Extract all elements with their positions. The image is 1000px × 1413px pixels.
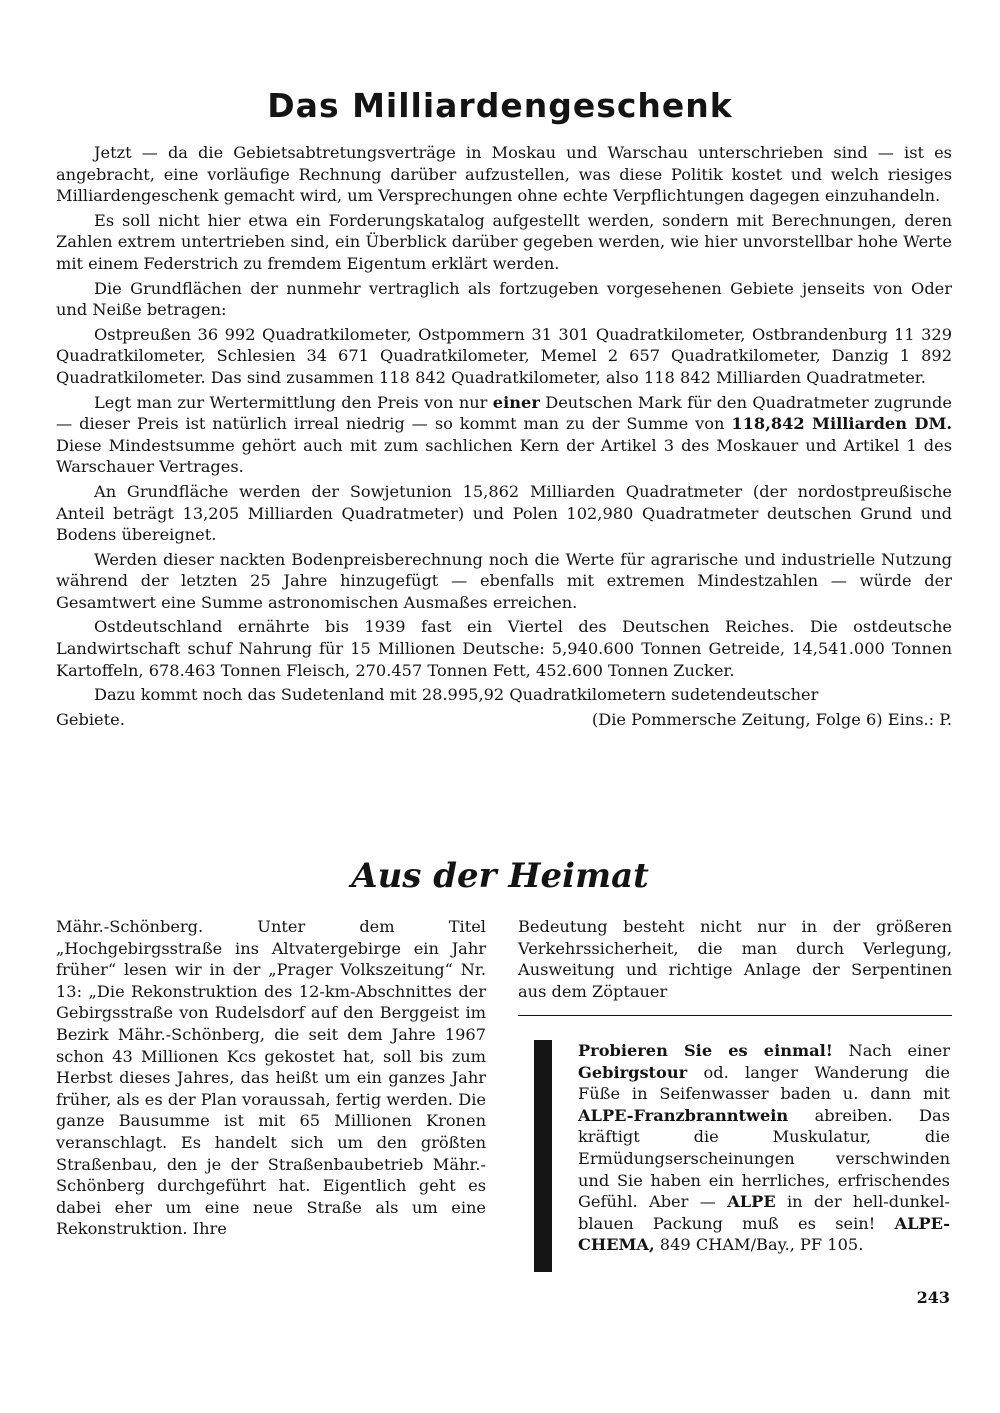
bold-text: Probieren Sie es einmal! bbox=[578, 1041, 833, 1060]
section-heading: Aus der Heimat bbox=[351, 856, 649, 896]
ad-text bbox=[578, 1040, 950, 1256]
article-paragraph: Werden dieser nackten Bodenpreisberechnung noch die Werte für agrarische und industrielle Nutzung während der letzten 25 Jahre hinzugefügt — ebenfalls mit extremen Mindestzahlen — würde der Gesamtwert eine Summe astronomischen Ausmaßes erreichen. bbox=[56, 549, 952, 612]
article-closing-line bbox=[56, 709, 952, 731]
article-paragraph: Jetzt — da die Gebietsabtretungsverträge in Moskau und Warschau unterschrieben sind — ist es angebracht, eine vorläufige Rechnung darüber aufzustellen, was diese Politik kostet und welch riesiges Milliardengeschenk gemacht wird, um Versprechungen ohne echte Verpflichtungen dagegen einzuhandeln. bbox=[56, 143, 952, 206]
article-closing-word: Gebiete. bbox=[56, 709, 125, 729]
text-run: od. langer Wanderung die Füße in Seifenwasser baden u. dann mit bbox=[578, 1062, 950, 1104]
bold-text: Gebirgstour bbox=[578, 1062, 688, 1082]
text-run: Diese Mindestsumme gehört auch mit zum sachlichen Kern der Artikel 3 des Moskauer und Artikel 1 des Warschauer Vertrages. bbox=[56, 435, 952, 477]
article-paragraph: Ostdeutschland ernährte bis 1939 fast ein Viertel des Deutschen Reiches. Die ostdeutsche Landwirtschaft schuf Nahrung für 15 Millionen Deutsche: 5,940.600 Tonnen Getreide, 14,541.000 Tonnen Kartoffeln, 678.463 Tonnen Fleisch, 270.457 Tonnen Fett, 452.600 Tonnen Zucker. bbox=[56, 617, 952, 680]
text-run: Nach einer bbox=[832, 1041, 950, 1060]
article-paragraph: Es soll nicht hier etwa ein Forderungskatalog aufgestellt werden, sondern mit Berechnungen, deren Zahlen extrem untertrieben sind, ein Überblick darüber gegeben werden, wie hier unvorstellbar hohe Werte mit einem Federstrich zu fremdem Eigentum erklärt werden. bbox=[56, 210, 952, 273]
news-column-left: Mähr.-Schönberg. Unter dem Titel „Hochgebirgsstraße ins Altvatergebirge ein Jahr früher“ lesen wir in der „Prager Volkszeitung“ Nr. 13: „Die Rekonstruktion des 12-km-Abschnittes der Gebirgsstraße von Rudelsdorf auf den Berggeist im Bezirk Mähr.-Schönberg, die seit dem Jahre 1967 schon 43 Millionen Kcs gekostet hat, soll bis zum Herbst dieses Jahres, das heißt um ein ganzes Jahr früher, als es der Plan voraussah, fertig werden. Die ganze Bausumme ist mit 65 Millionen Kronen veranschlagt. Es handelt sich um den größten Straßenbau, den je der Straßenbaubetrieb Mähr.-Schönberg durchgeführt hat. Eigentlich geht es dabei eher um eine neue Straße als um eine Rekonstruktion. Ihre bbox=[56, 917, 486, 1239]
article-paragraph: Ostpreußen 36 992 Quadratkilometer, Ostpommern 31 301 Quadratkilometer, Ostbrandenburg 11 329 Quadratkilometer, Schlesien 34 671 Quadratkilometer, Memel 2 657 Quadratkilometer, Danzig 1 892 Quadratkilometer. Das sind zusammen 118 842 Quadratkilometer, also 118 842 Milliarden Quadratmeter. bbox=[56, 324, 952, 387]
article-paragraph: An Grundfläche werden der Sowjetunion 15,862 Milliarden Quadratmeter (der nordostpreußische Anteil beträgt 13,205 Milliarden Quadratmeter) und Polen 102,980 Quadratmeter deutschen Grund und Bodens übereignet. bbox=[56, 481, 952, 545]
article-title: Das Milliardengeschenk bbox=[267, 86, 733, 125]
text-run: abreiben. Das kräftigt die Muskulatur, die Ermüdungserscheinungen verschwinden und Sie haben ein herrliches, erfrischendes Gefühl. Aber — bbox=[578, 1105, 950, 1212]
article-source: (Die Pommersche Zeitung, Folge 6) Eins.: P. bbox=[591, 709, 952, 729]
article-paragraph bbox=[56, 392, 952, 478]
article-paragraph: Dazu kommt noch das Sudetenland mit 28.995,92 Quadratkilometern sudetendeutscher bbox=[94, 685, 819, 705]
text-run: Legt man zur Wertermittlung den Preis von nur bbox=[94, 392, 493, 412]
text-run: Deutschen Mark für den Quadratmeter zugrunde — dieser Preis ist natürlich irreal niedrig — so kommt man zu der Summe von bbox=[56, 392, 952, 434]
bold-text: ALPE bbox=[727, 1192, 776, 1212]
news-column-right: Bedeutung besteht nicht nur in der größeren Verkehrssicherheit, die man durch Verlegung, Ausweitung und richtige Anlage der Serpentinen aus dem Zöptauer bbox=[518, 917, 952, 1001]
bold-text: ALPE-Franzbranntwein bbox=[578, 1105, 789, 1125]
article-paragraph: Die Grundflächen der nunmehr vertraglich als fortzugeben vorgesehenen Gebiete jenseits von Oder und Neiße betragen: bbox=[56, 278, 952, 320]
advertisement bbox=[520, 1040, 952, 1272]
column-divider-rule bbox=[518, 1015, 952, 1016]
ad-black-bar bbox=[534, 1040, 552, 1272]
text-run: in der hell-dunkel-blauen Packung muß es sein! bbox=[578, 1192, 951, 1233]
text-run: 849 CHAM/Bay., PF 105. bbox=[654, 1235, 864, 1255]
page-number: 243 bbox=[916, 1288, 950, 1307]
bold-text: 118,842 Milliarden DM. bbox=[731, 414, 952, 434]
article-body bbox=[56, 142, 952, 730]
bold-text: ALPE-CHEMA, bbox=[578, 1213, 950, 1255]
bold-text: einer bbox=[492, 392, 540, 412]
